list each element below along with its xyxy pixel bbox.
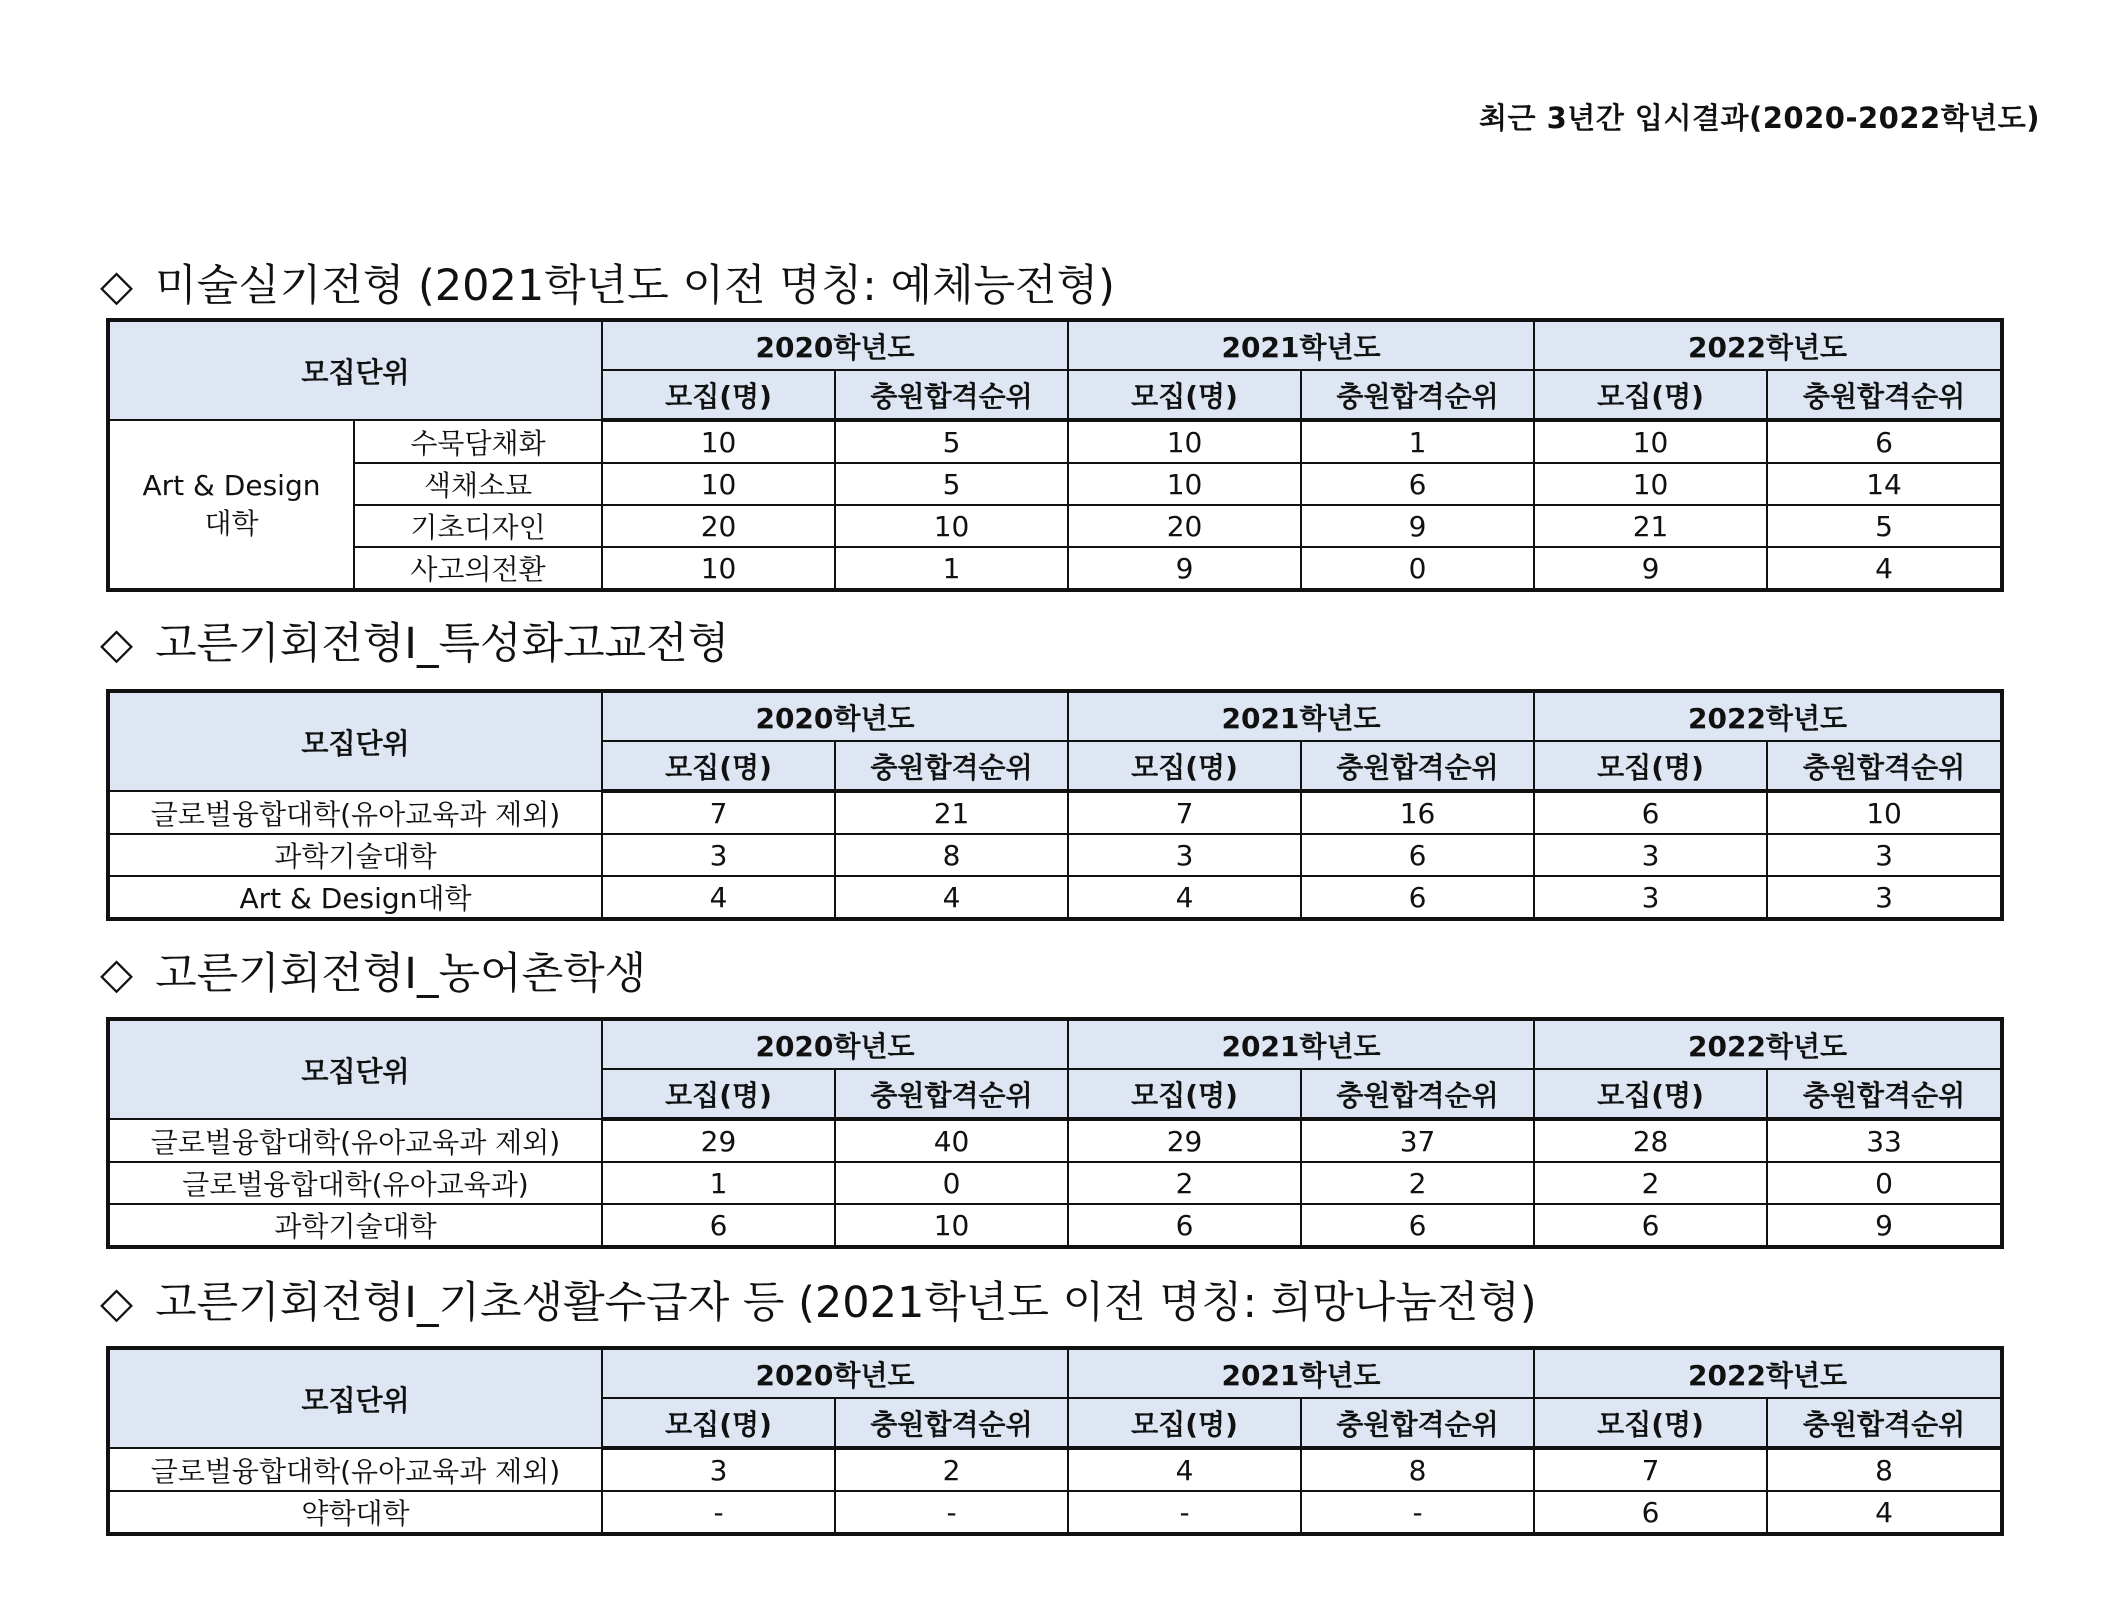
value-cell: 3 — [602, 834, 835, 876]
value-cell: 40 — [835, 1119, 1068, 1162]
table-row — [108, 791, 2002, 834]
section-title-text: 미술실기전형 (2021학년도 이전 명칭: 예체능전형) — [155, 261, 1115, 311]
header-rank: 충원합격순위 — [1301, 370, 1534, 420]
value-cell: 10 — [1068, 420, 1301, 463]
header-recruit: 모집(명) — [1068, 1069, 1301, 1119]
header-rank: 충원합격순위 — [1767, 741, 2002, 791]
header-recruit: 모집(명) — [1068, 741, 1301, 791]
value-cell: - — [1068, 1491, 1301, 1534]
value-cell: 7 — [1068, 791, 1301, 834]
value-cell: 8 — [1767, 1448, 2002, 1491]
header-unit: 모집단위 — [108, 1019, 602, 1119]
table-row — [108, 834, 2002, 876]
value-cell: 3 — [1534, 834, 1767, 876]
header-recruit: 모집(명) — [1534, 370, 1767, 420]
unit-cell: 글로벌융합대학(유아교육과 제외) — [108, 1448, 602, 1491]
header-year: 2020학년도 — [602, 1019, 1068, 1069]
unit-cell: Art & Design대학 — [108, 876, 602, 919]
value-cell: 6 — [1301, 1204, 1534, 1247]
college-cell — [108, 420, 354, 590]
unit-cell: 사고의전환 — [354, 547, 602, 590]
value-cell: 33 — [1767, 1119, 2002, 1162]
header-rank: 충원합격순위 — [835, 370, 1068, 420]
section-title — [100, 610, 729, 671]
section-title-text: 고른기회전형Ⅰ_특성화고교전형 — [155, 619, 730, 669]
value-cell: 10 — [1534, 420, 1767, 463]
value-cell: 20 — [602, 505, 835, 547]
value-cell: 9 — [1534, 547, 1767, 590]
header-rank: 충원합격순위 — [1767, 1069, 2002, 1119]
table-row — [108, 505, 2002, 547]
value-cell: 1 — [1301, 420, 1534, 463]
header-year: 2020학년도 — [602, 320, 1068, 370]
value-cell: 9 — [1767, 1204, 2002, 1247]
value-cell: 4 — [1767, 547, 2002, 590]
value-cell: 6 — [1301, 463, 1534, 505]
value-cell: 9 — [1301, 505, 1534, 547]
header-recruit: 모집(명) — [602, 1398, 835, 1448]
value-cell: 6 — [1301, 834, 1534, 876]
value-cell: 21 — [835, 791, 1068, 834]
section-title-text: 고른기회전형Ⅰ_기초생활수급자 등 (2021학년도 이전 명칭: 희망나눔전형) — [155, 1278, 1537, 1328]
college-name: Art & Design — [142, 468, 321, 502]
value-cell: - — [1301, 1491, 1534, 1534]
value-cell: - — [835, 1491, 1068, 1534]
value-cell: 20 — [1068, 505, 1301, 547]
value-cell: 0 — [1767, 1162, 2002, 1204]
value-cell: 28 — [1534, 1119, 1767, 1162]
value-cell: 3 — [1767, 876, 2002, 919]
value-cell: 10 — [1534, 463, 1767, 505]
header-recruit: 모집(명) — [1534, 1069, 1767, 1119]
value-cell: 29 — [602, 1119, 835, 1162]
table-row — [108, 420, 2002, 463]
value-cell: 2 — [1068, 1162, 1301, 1204]
table-row — [108, 1119, 2002, 1162]
value-cell: 3 — [1767, 834, 2002, 876]
value-cell: 0 — [835, 1162, 1068, 1204]
value-cell: 2 — [1534, 1162, 1767, 1204]
value-cell: 10 — [1767, 791, 2002, 834]
page-header: 최근 3년간 입시결과(2020-2022학년도) — [1479, 101, 2040, 135]
unit-cell: 과학기술대학 — [108, 834, 602, 876]
header-rank: 충원합격순위 — [835, 741, 1068, 791]
value-cell: 10 — [835, 1204, 1068, 1247]
value-cell: 7 — [602, 791, 835, 834]
value-cell: 4 — [835, 876, 1068, 919]
results-table — [106, 1017, 2004, 1249]
header-rank: 충원합격순위 — [1301, 1069, 1534, 1119]
unit-cell: 글로벌융합대학(유아교육과 제외) — [108, 791, 602, 834]
college-name: 대학 — [204, 506, 259, 540]
table-row — [108, 1491, 2002, 1534]
value-cell: 1 — [835, 547, 1068, 590]
section-title-text: 고른기회전형Ⅰ_농어촌학생 — [155, 949, 647, 999]
unit-cell: 약학대학 — [108, 1491, 602, 1534]
header-unit: 모집단위 — [108, 1348, 602, 1448]
header-year: 2021학년도 — [1068, 320, 1534, 370]
value-cell: 5 — [835, 420, 1068, 463]
table-row — [108, 876, 2002, 919]
diamond-icon: ◇ — [100, 1278, 134, 1328]
header-rank: 충원합격순위 — [835, 1069, 1068, 1119]
value-cell: 8 — [1301, 1448, 1534, 1491]
value-cell: 6 — [1534, 1204, 1767, 1247]
value-cell: 21 — [1534, 505, 1767, 547]
unit-cell: 글로벌융합대학(유아교육과) — [108, 1162, 602, 1204]
section-title — [100, 1269, 1537, 1330]
value-cell: 4 — [602, 876, 835, 919]
results-table — [106, 1346, 2004, 1536]
value-cell: 29 — [1068, 1119, 1301, 1162]
header-recruit: 모집(명) — [1534, 741, 1767, 791]
unit-cell: 색채소묘 — [354, 463, 602, 505]
value-cell: - — [602, 1491, 835, 1534]
diamond-icon: ◇ — [100, 619, 134, 669]
header-year: 2022학년도 — [1534, 1348, 2002, 1398]
value-cell: 10 — [602, 547, 835, 590]
unit-cell: 글로벌융합대학(유아교육과 제외) — [108, 1119, 602, 1162]
results-table — [106, 318, 2004, 592]
unit-cell: 과학기술대학 — [108, 1204, 602, 1247]
header-year: 2020학년도 — [602, 1348, 1068, 1398]
diamond-icon: ◇ — [100, 949, 134, 999]
header-recruit: 모집(명) — [1068, 370, 1301, 420]
diamond-icon: ◇ — [100, 261, 134, 311]
value-cell: 6 — [1767, 420, 2002, 463]
value-cell: 10 — [602, 420, 835, 463]
header-unit: 모집단위 — [108, 691, 602, 791]
table-row — [108, 1204, 2002, 1247]
results-table — [106, 689, 2004, 921]
section-title — [100, 940, 646, 1001]
header-rank: 충원합격순위 — [1767, 1398, 2002, 1448]
header-recruit: 모집(명) — [602, 370, 835, 420]
value-cell: 1 — [602, 1162, 835, 1204]
value-cell: 37 — [1301, 1119, 1534, 1162]
header-rank: 충원합격순위 — [1301, 1398, 1534, 1448]
header-recruit: 모집(명) — [1534, 1398, 1767, 1448]
value-cell: 6 — [1301, 876, 1534, 919]
value-cell: 4 — [1068, 1448, 1301, 1491]
value-cell: 2 — [1301, 1162, 1534, 1204]
value-cell: 6 — [602, 1204, 835, 1247]
header-rank: 충원합격순위 — [1301, 741, 1534, 791]
value-cell: 3 — [602, 1448, 835, 1491]
value-cell: 5 — [1767, 505, 2002, 547]
header-recruit: 모집(명) — [602, 741, 835, 791]
unit-cell: 수묵담채화 — [354, 420, 602, 463]
table-row — [108, 463, 2002, 505]
table-row — [108, 1448, 2002, 1491]
header-year: 2021학년도 — [1068, 691, 1534, 741]
section-title — [100, 252, 1115, 313]
unit-cell: 기초디자인 — [354, 505, 602, 547]
header-year: 2021학년도 — [1068, 1019, 1534, 1069]
value-cell: 10 — [835, 505, 1068, 547]
value-cell: 4 — [1767, 1491, 2002, 1534]
value-cell: 16 — [1301, 791, 1534, 834]
header-year: 2020학년도 — [602, 691, 1068, 741]
value-cell: 3 — [1534, 876, 1767, 919]
value-cell: 14 — [1767, 463, 2002, 505]
value-cell: 9 — [1068, 547, 1301, 590]
value-cell: 5 — [835, 463, 1068, 505]
header-rank: 충원합격순위 — [1767, 370, 2002, 420]
header-recruit: 모집(명) — [1068, 1398, 1301, 1448]
value-cell: 7 — [1534, 1448, 1767, 1491]
value-cell: 6 — [1534, 791, 1767, 834]
header-unit: 모집단위 — [108, 320, 602, 420]
header-year: 2022학년도 — [1534, 1019, 2002, 1069]
table-row — [108, 547, 2002, 590]
value-cell: 2 — [835, 1448, 1068, 1491]
header-year: 2022학년도 — [1534, 691, 2002, 741]
header-year: 2021학년도 — [1068, 1348, 1534, 1398]
value-cell: 6 — [1068, 1204, 1301, 1247]
value-cell: 0 — [1301, 547, 1534, 590]
header-recruit: 모집(명) — [602, 1069, 835, 1119]
header-year: 2022학년도 — [1534, 320, 2002, 370]
value-cell: 8 — [835, 834, 1068, 876]
value-cell: 4 — [1068, 876, 1301, 919]
header-rank: 충원합격순위 — [835, 1398, 1068, 1448]
table-row — [108, 1162, 2002, 1204]
value-cell: 3 — [1068, 834, 1301, 876]
value-cell: 6 — [1534, 1491, 1767, 1534]
value-cell: 10 — [1068, 463, 1301, 505]
value-cell: 10 — [602, 463, 835, 505]
